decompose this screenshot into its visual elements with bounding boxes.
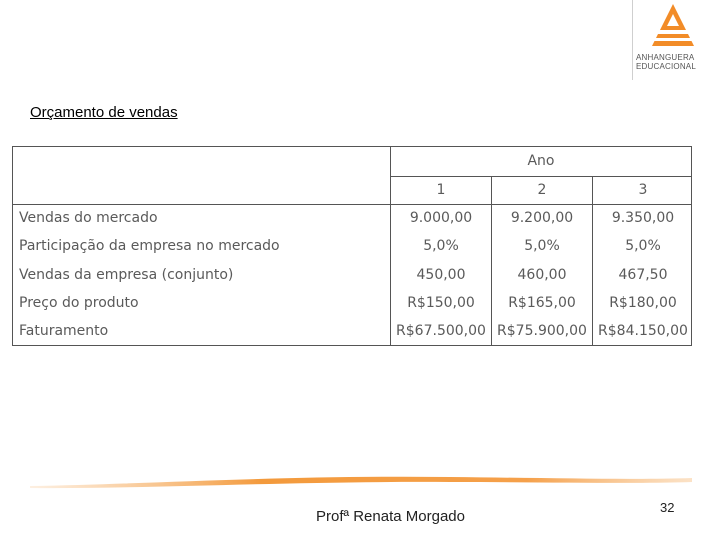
table-cell: R$150,00 [407, 295, 475, 311]
footer-author: Profª Renata Morgado [316, 508, 465, 525]
table-cell: 9.200,00 [510, 210, 574, 226]
table-cell: R$180,00 [609, 295, 677, 311]
orange-wave-divider [30, 472, 692, 494]
table-cell: 460,00 [517, 267, 567, 283]
table-divider [13, 204, 691, 205]
row-label: Preço do produto [19, 295, 139, 311]
sales-budget-table [12, 146, 692, 346]
year-header: 1 [436, 182, 446, 198]
table-cell: R$75.900,00 [497, 323, 587, 339]
year-header: 2 [537, 182, 547, 198]
logo-text-line2: EDUCACIONAL [636, 62, 696, 71]
table-divider [491, 176, 492, 345]
row-label: Vendas da empresa (conjunto) [19, 267, 234, 283]
year-header: 3 [638, 182, 648, 198]
table-cell: 5,0% [423, 238, 459, 254]
year-group-header: Ano [527, 153, 555, 169]
table-cell: 5,0% [524, 238, 560, 254]
table-cell: 467,50 [618, 267, 668, 283]
page-number: 32 [660, 500, 675, 515]
logo-text-line1: ANHANGUERA [636, 53, 695, 62]
table-cell: 450,00 [416, 267, 466, 283]
table-cell: 9.000,00 [409, 210, 473, 226]
table-cell: R$165,00 [508, 295, 576, 311]
row-label: Faturamento [19, 323, 109, 339]
table-divider [592, 176, 593, 345]
table-cell: 9.350,00 [611, 210, 675, 226]
table-cell: R$84.150,00 [598, 323, 688, 339]
table-cell: 5,0% [625, 238, 661, 254]
page-title: Orçamento de vendas [30, 104, 178, 121]
table-cell: R$67.500,00 [396, 323, 486, 339]
row-label: Vendas do mercado [19, 210, 158, 226]
table-divider [390, 176, 691, 177]
row-label: Participação da empresa no mercado [19, 238, 280, 254]
